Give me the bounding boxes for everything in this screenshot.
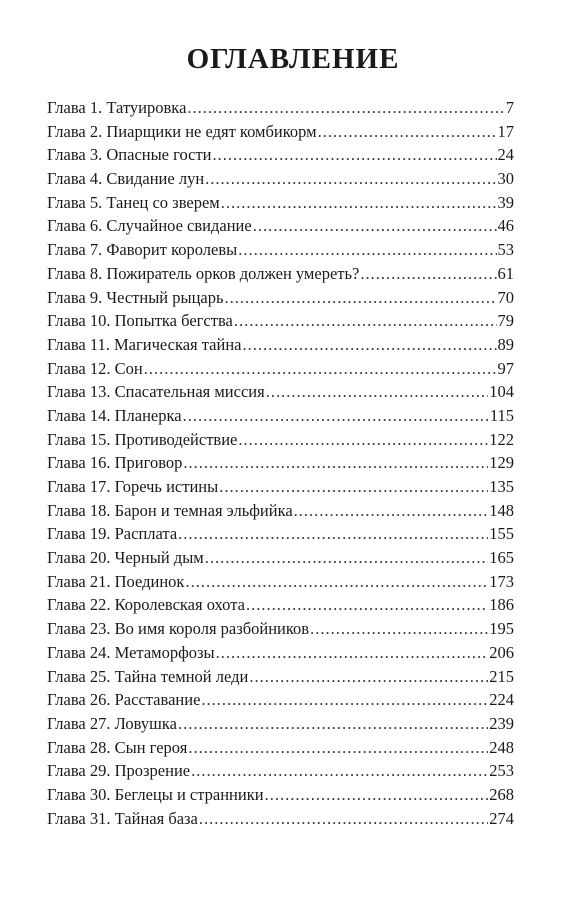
dot-leader [178, 522, 488, 546]
toc-entry [47, 286, 514, 310]
dot-leader [266, 380, 489, 404]
dot-leader [216, 641, 489, 665]
toc-entry [47, 404, 514, 428]
page-number: 274 [489, 808, 514, 828]
chapter-title: Глава 12. Сон [47, 358, 143, 378]
toc-entry [47, 191, 514, 215]
chapter-title: Глава 11. Магическая тайна [47, 334, 242, 354]
toc-entry [47, 475, 514, 499]
dot-leader [246, 593, 488, 617]
chapter-title: Глава 5. Танец со зверем [47, 192, 220, 212]
page-number: 186 [489, 595, 514, 615]
chapter-title: Глава 19. Расплата [47, 524, 178, 544]
toc-entry [47, 522, 514, 546]
chapter-title: Глава 8. Пожиратель орков должен умереть? [47, 263, 360, 283]
chapter-title: Глава 20. Черный дым [47, 548, 204, 568]
toc-entry [47, 238, 514, 262]
chapter-title: Глава 31. Тайная база [47, 808, 198, 828]
page-number: 53 [497, 240, 514, 260]
dot-leader [201, 688, 488, 712]
toc-entry [47, 570, 514, 594]
page-number: 70 [497, 287, 514, 307]
dot-leader [238, 428, 488, 452]
toc-entry [47, 546, 514, 570]
chapter-title: Глава 15. Противодействие [47, 429, 238, 449]
toc-entry [47, 593, 514, 617]
dot-leader [221, 191, 497, 215]
chapter-title: Глава 9. Честный рыцарь [47, 287, 224, 307]
dot-leader [318, 120, 497, 144]
toc-entry [47, 96, 514, 120]
chapter-title: Глава 23. Во имя короля разбойников [47, 619, 310, 639]
table-of-contents [47, 96, 514, 830]
page-number: 39 [497, 192, 514, 212]
page-number: 46 [497, 216, 514, 236]
chapter-title: Глава 6. Случайное свидание [47, 216, 252, 236]
toc-entry [47, 617, 514, 641]
toc-entry [47, 143, 514, 167]
toc-entry [47, 451, 514, 475]
page-number: 122 [489, 429, 514, 449]
page-number: 215 [489, 666, 514, 686]
dot-leader [199, 807, 488, 831]
chapter-title: Глава 2. Пиарщики не едят комбикорм [47, 121, 317, 141]
toc-entry [47, 167, 514, 191]
chapter-title: Глава 16. Приговор [47, 453, 183, 473]
toc-entry [47, 333, 514, 357]
toc-entry [47, 428, 514, 452]
toc-entry [47, 499, 514, 523]
page-number: 7 [505, 98, 514, 117]
dot-leader [144, 357, 497, 381]
dot-leader [187, 96, 504, 120]
toc-entry [47, 783, 514, 807]
toc-entry [47, 380, 514, 404]
page-number: 206 [489, 642, 514, 662]
dot-leader [213, 143, 497, 167]
toc-entry [47, 120, 514, 144]
chapter-title: Глава 13. Спасательная миссия [47, 382, 265, 402]
toc-entry [47, 309, 514, 333]
dot-leader [183, 404, 489, 428]
page-number: 135 [489, 477, 514, 496]
page-number: 129 [489, 453, 514, 473]
dot-leader [238, 238, 496, 262]
dot-leader [185, 570, 488, 594]
chapter-title: Глава 29. Прозрение [47, 761, 191, 781]
dot-leader [253, 214, 497, 238]
page-number: 115 [489, 405, 514, 425]
chapter-title: Глава 7. Фаворит королевы [47, 240, 238, 260]
page-number: 195 [489, 619, 514, 639]
chapter-title: Глава 28. Сын героя [47, 737, 188, 757]
chapter-title: Глава 25. Тайна темной леди [47, 666, 249, 686]
page-number: 155 [489, 524, 514, 544]
chapter-title: Глава 14. Планерка [47, 405, 182, 425]
chapter-title: Глава 4. Свидание лун [47, 169, 205, 189]
page-number: 24 [497, 145, 514, 165]
chapter-title: Глава 24. Метаморфозы [47, 642, 215, 662]
toc-entry [47, 807, 514, 831]
page-number: 97 [497, 358, 514, 378]
page-number: 268 [489, 784, 514, 804]
dot-leader [360, 262, 496, 286]
chapter-title: Глава 27. Ловушка [47, 713, 177, 733]
page-number: 148 [489, 500, 514, 520]
dot-leader [294, 499, 489, 523]
toc-entry [47, 214, 514, 238]
page-number: 173 [489, 571, 514, 591]
dot-leader [310, 617, 488, 641]
page-number: 30 [497, 169, 514, 189]
toc-entry [47, 688, 514, 712]
page-number: 248 [489, 737, 514, 757]
dot-leader [243, 333, 497, 357]
chapter-title: Глава 30. Беглецы и странники [47, 784, 264, 804]
chapter-title: Глава 3. Опасные гости [47, 145, 212, 165]
page-number: 61 [497, 263, 514, 283]
page-title: ОГЛАВЛЕНИЕ [186, 43, 400, 75]
dot-leader [178, 712, 488, 736]
dot-leader [225, 286, 497, 310]
chapter-title: Глава 1. Татуировка [47, 98, 187, 117]
toc-entry [47, 736, 514, 760]
page-number: 224 [489, 690, 514, 710]
toc-entry [47, 712, 514, 736]
dot-leader [205, 167, 496, 191]
chapter-title: Глава 17. Горечь истины [47, 477, 219, 496]
dot-leader [249, 665, 488, 689]
toc-entry [47, 262, 514, 286]
page-number: 104 [489, 382, 514, 402]
page-number: 253 [489, 761, 514, 781]
chapter-title: Глава 18. Барон и темная эльфийка [47, 500, 293, 520]
dot-leader [234, 309, 497, 333]
dot-leader [191, 759, 488, 783]
page-number: 239 [489, 713, 514, 733]
page-number: 165 [489, 548, 514, 568]
chapter-title: Глава 26. Расставание [47, 690, 201, 710]
toc-entry [47, 641, 514, 665]
dot-leader [219, 475, 488, 499]
dot-leader [183, 451, 488, 475]
page-number: 89 [497, 334, 514, 354]
toc-entry [47, 357, 514, 381]
chapter-title: Глава 10. Попытка бегства [47, 311, 233, 331]
dot-leader [188, 736, 488, 760]
chapter-title: Глава 21. Поединок [47, 571, 185, 591]
page-number: 17 [497, 121, 514, 141]
toc-entry [47, 665, 514, 689]
page-number: 79 [497, 311, 514, 331]
dot-leader [265, 783, 489, 807]
toc-entry [47, 759, 514, 783]
dot-leader [205, 546, 489, 570]
chapter-title: Глава 22. Королевская охота [47, 595, 245, 615]
